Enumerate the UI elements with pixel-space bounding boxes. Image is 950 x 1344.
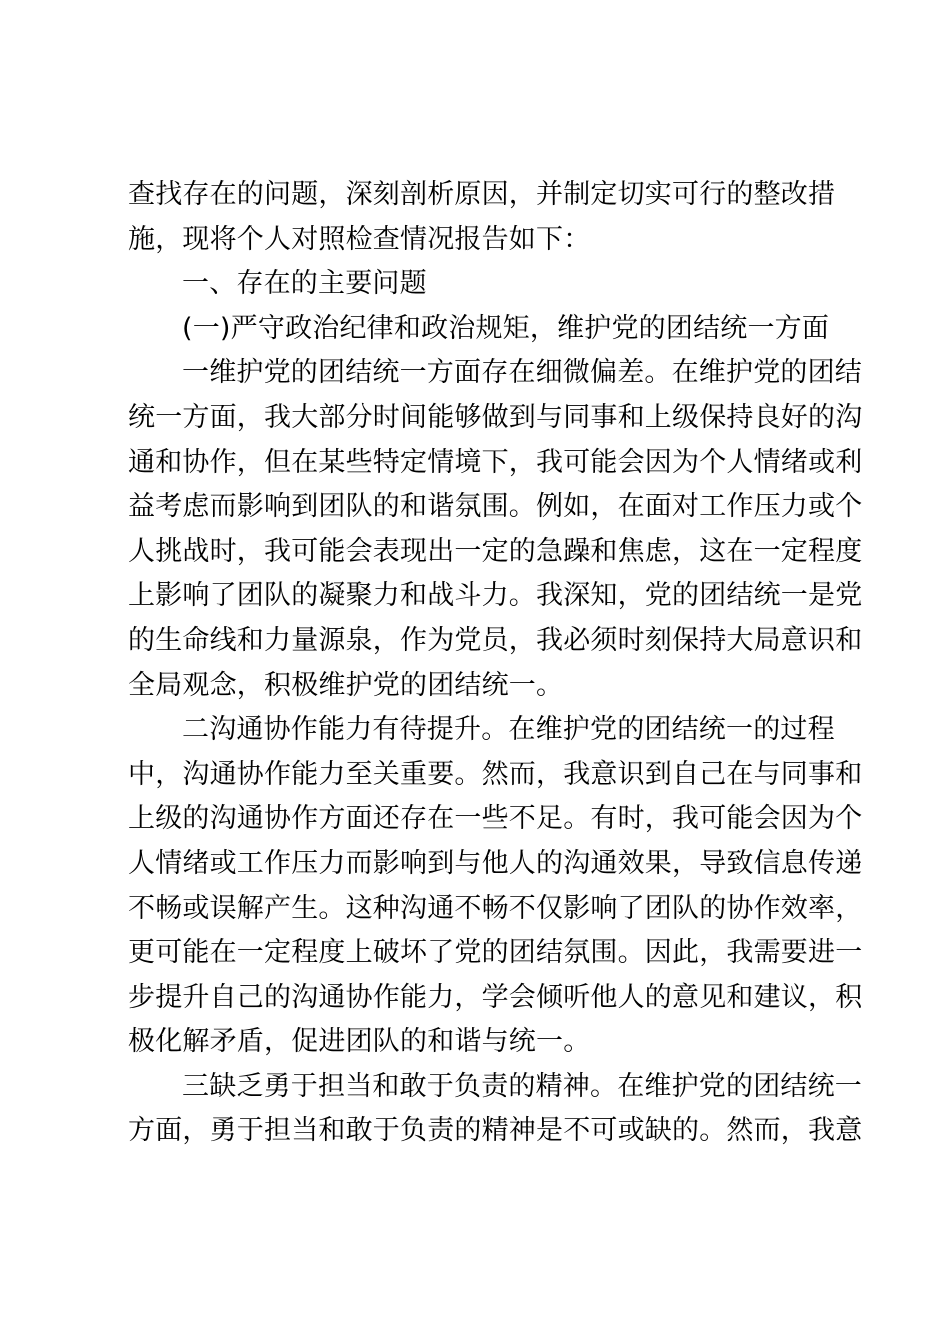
paragraph-line: 步提升自己的沟通协作能力，学会倾听他人的意见和建议，积 bbox=[128, 981, 863, 1013]
paragraph-line: 人挑战时，我可能会表现出一定的急躁和焦虑，这在一定程度 bbox=[128, 535, 863, 567]
paragraph-line: 一维护党的团结统一方面存在细微偏差。在维护党的团结 bbox=[182, 357, 862, 389]
paragraph-line: 统一方面，我大部分时间能够做到与同事和上级保持良好的沟 bbox=[128, 401, 863, 433]
document-body bbox=[128, 173, 863, 1154]
paragraph-line: 二沟通协作能力有待提升。在维护党的团结统一的过程 bbox=[182, 714, 835, 746]
problem-one-paragraph bbox=[128, 351, 863, 708]
paragraph-line: 上级的沟通协作方面还存在一些不足。有时，我可能会因为个 bbox=[128, 803, 863, 835]
problem-two-paragraph bbox=[128, 708, 863, 1065]
paragraph-line: 施，现将个人对照检查情况报告如下： bbox=[128, 223, 591, 255]
paragraph-line: 不畅或误解产生。这种沟通不畅不仅影响了团队的协作效率， bbox=[128, 892, 863, 924]
paragraph-line: 全局观念，积极维护党的团结统一。 bbox=[128, 669, 564, 701]
paragraph-line: 上影响了团队的凝聚力和战斗力。我深知，党的团结统一是党 bbox=[128, 580, 863, 612]
paragraph-line: 中，沟通协作能力至关重要。然而，我意识到自己在与同事和 bbox=[128, 758, 863, 790]
section-heading bbox=[128, 262, 822, 307]
paragraph-line: 方面，勇于担当和敢于负责的精神是不可或缺的。然而，我意 bbox=[128, 1115, 863, 1147]
paragraph-line: 的生命线和力量源泉，作为党员，我必须时刻保持大局意识和 bbox=[128, 624, 863, 656]
paragraph-line: 极化解矛盾，促进团队的和谐与统一。 bbox=[128, 1026, 591, 1058]
heading-line: 一、存在的主要问题 bbox=[182, 268, 427, 300]
intro-paragraph bbox=[128, 173, 836, 262]
paragraph-line: 益考虑而影响到团队的和谐氛围。例如，在面对工作压力或个 bbox=[128, 491, 863, 523]
paragraph-line: 查找存在的问题，深刻剖析原因，并制定切实可行的整改措 bbox=[128, 179, 836, 210]
paragraph-line: 三缺乏勇于担当和敢于负责的精神。在维护党的团结统一 bbox=[182, 1070, 862, 1102]
paragraph-line: 人情绪或工作压力而影响到与他人的沟通效果，导致信息传递 bbox=[128, 847, 863, 879]
subsection-heading bbox=[128, 307, 830, 352]
problem-three-paragraph bbox=[128, 1065, 863, 1154]
paragraph-line: 通和协作，但在某些特定情境下，我可能会因为个人情绪或利 bbox=[128, 446, 863, 478]
paragraph-line: 更可能在一定程度上破坏了党的团结氛围。因此，我需要进一 bbox=[128, 937, 863, 969]
subheading-line: (一)严守政治纪律和政治规矩，维护党的团结统一方面 bbox=[182, 312, 830, 344]
